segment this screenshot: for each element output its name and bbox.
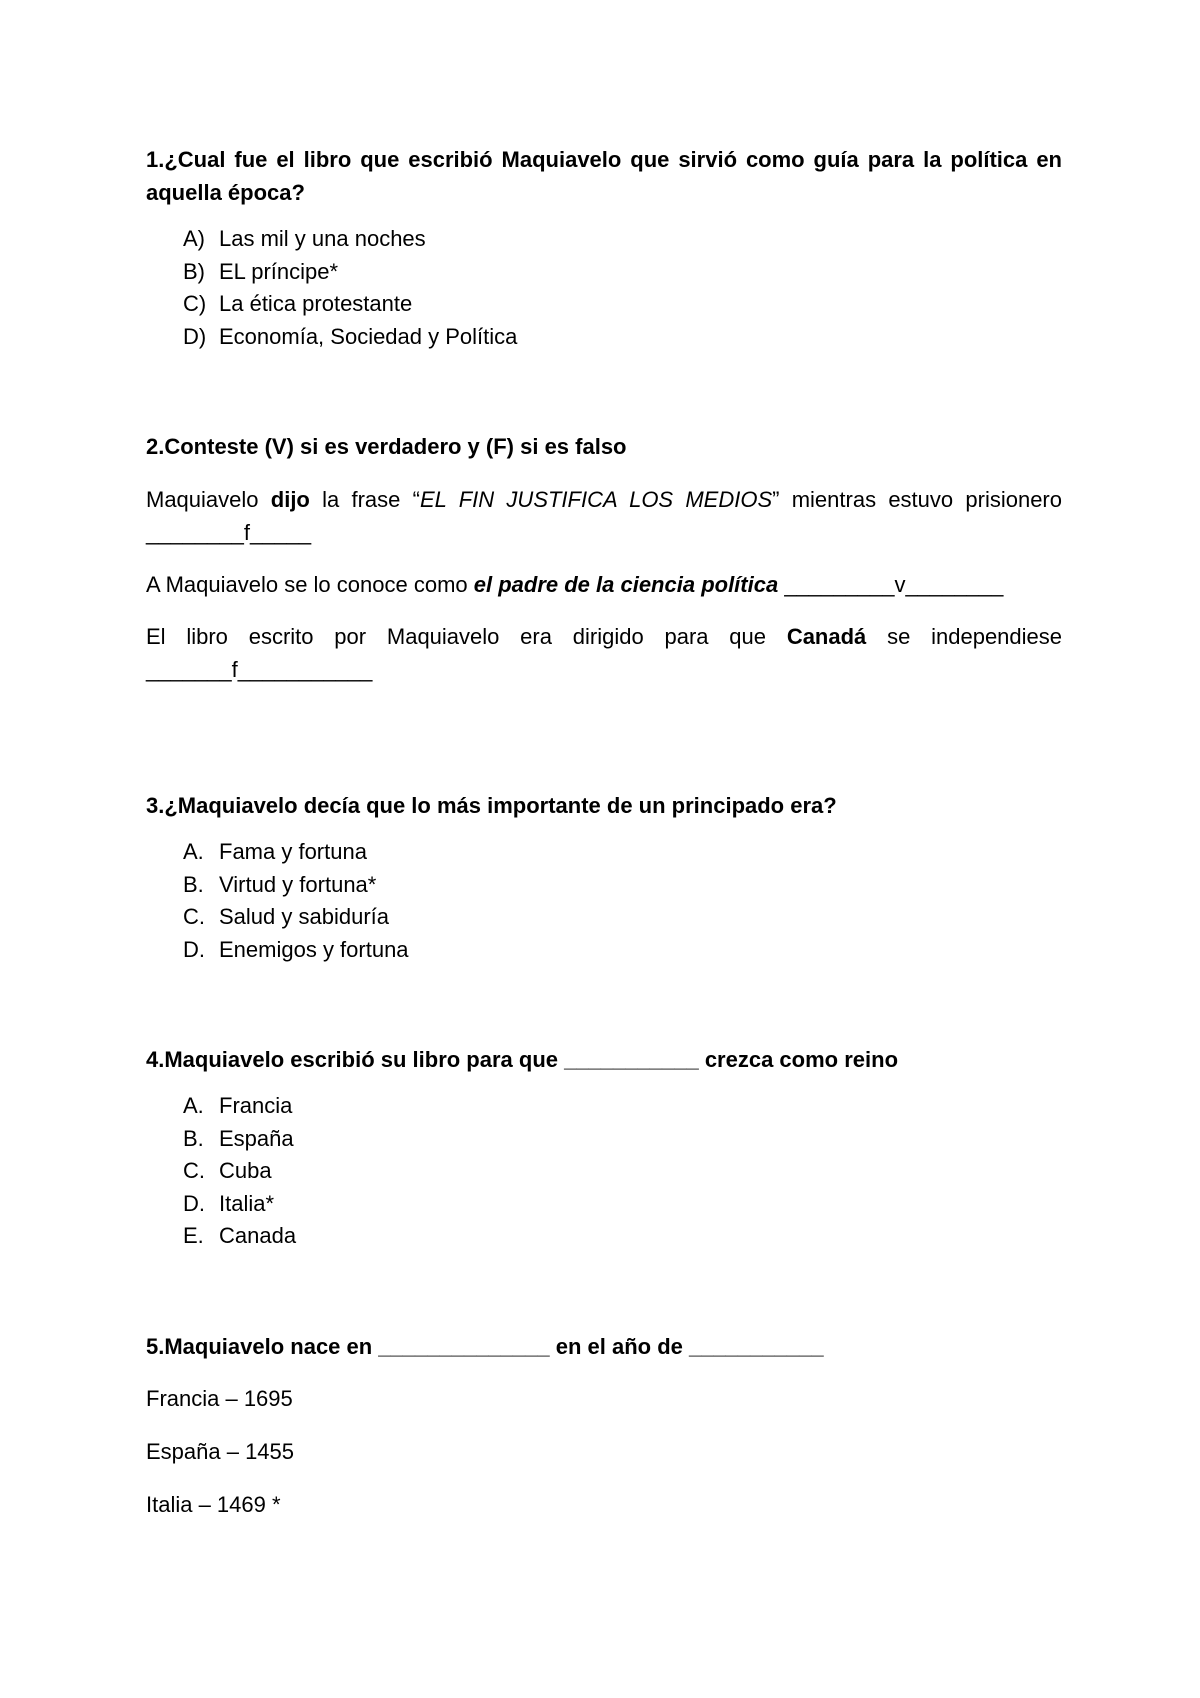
option [146,1155,1062,1188]
question-3-options [146,836,1062,966]
statement-bold-text: Canadá [786,624,867,649]
option-text: Italia* [219,1190,275,1216]
statement-text: se independiese _______f___________ [146,624,1063,682]
statement-text: Maquiavelo [146,487,271,512]
option-letter: D) [183,323,207,349]
statement-2 [146,568,1062,601]
statement-text: A Maquiavelo se lo conoce como [146,572,474,597]
option-letter: E. [183,1223,204,1248]
question-2-title: 2.Conteste (V) si es verdadero y (F) si es falso [146,434,627,459]
option [146,869,1062,902]
statement-italic-quote: EL FIN JUSTIFICA LOS MEDIOS [419,487,773,512]
statement-text: El libro escrito por Maquiavelo era dirigido para que [146,624,787,649]
option-letter: B. [183,871,204,897]
question-3-title: 3.¿Maquiavelo decía que lo más importante de un principado era? [146,793,837,818]
option [146,1123,1062,1156]
option-text: Fama y fortuna [219,839,367,864]
statement-text: la frase “ [309,487,420,512]
question-4 [146,1043,1062,1253]
question-4-options [146,1090,1062,1253]
option-text: Enemigos y fortuna [219,936,409,962]
option-letter: C. [183,1158,205,1183]
option-letter: A) [183,226,205,251]
option-letter: A. [183,1093,204,1118]
option-letter: A. [183,839,204,864]
option [146,256,1062,289]
option-letter: C. [183,904,205,929]
option-letter: B. [183,1125,204,1151]
option [146,321,1062,354]
option-text: Cuba [219,1158,272,1183]
question-4-title: 4.Maquiavelo escribió su libro para que ___________ crezca como reino [146,1047,899,1072]
question-2 [146,430,1062,686]
option [146,288,1062,321]
option-text: España [219,1125,294,1151]
option [146,1188,1062,1221]
option-text: Las mil y una noches [219,226,426,251]
question-5-title: 5.Maquiavelo nace en ______________ en el año de ___________ [146,1334,824,1359]
statement-bold-italic-text: el padre de la ciencia política [473,572,779,597]
option-text: Virtud y fortuna* [219,871,377,897]
statement-text: ” mientras estuvo prisionero ________f_____ [146,487,1062,545]
option-letter: C) [183,291,207,316]
question-1-options [146,223,1062,353]
question-1-title: 1.¿Cual fue el libro que escribió Maquiavelo que sirvió como guía para la política en aquella época? [146,147,1062,205]
option [146,901,1062,934]
question-5 [146,1330,1062,1521]
option [146,223,1062,256]
option-letter: D. [183,1190,205,1216]
option [146,836,1062,869]
option [146,1220,1062,1253]
statement-text: _________v________ [778,572,1004,597]
statement-3 [146,620,1062,686]
option [146,934,1062,967]
option-text: Salud y sabiduría [219,904,389,929]
question-3 [146,789,1062,966]
option-text: Economía, Sociedad y Política [219,323,518,349]
answer-line: Italia – 1469 * [146,1492,281,1517]
answer-line: Francia – 1695 [146,1386,293,1411]
statement-1 [146,483,1062,549]
answer-line: España – 1455 [146,1439,295,1464]
option-text: Francia [219,1093,293,1118]
question-1 [146,143,1062,353]
option-text: EL príncipe* [219,258,339,284]
statement-bold-text: dijo [270,487,310,512]
option-letter: B) [183,258,205,284]
option-text: Canada [219,1223,297,1248]
option [146,1090,1062,1123]
option-letter: D. [183,936,205,962]
option-text: La ética protestante [219,291,413,316]
